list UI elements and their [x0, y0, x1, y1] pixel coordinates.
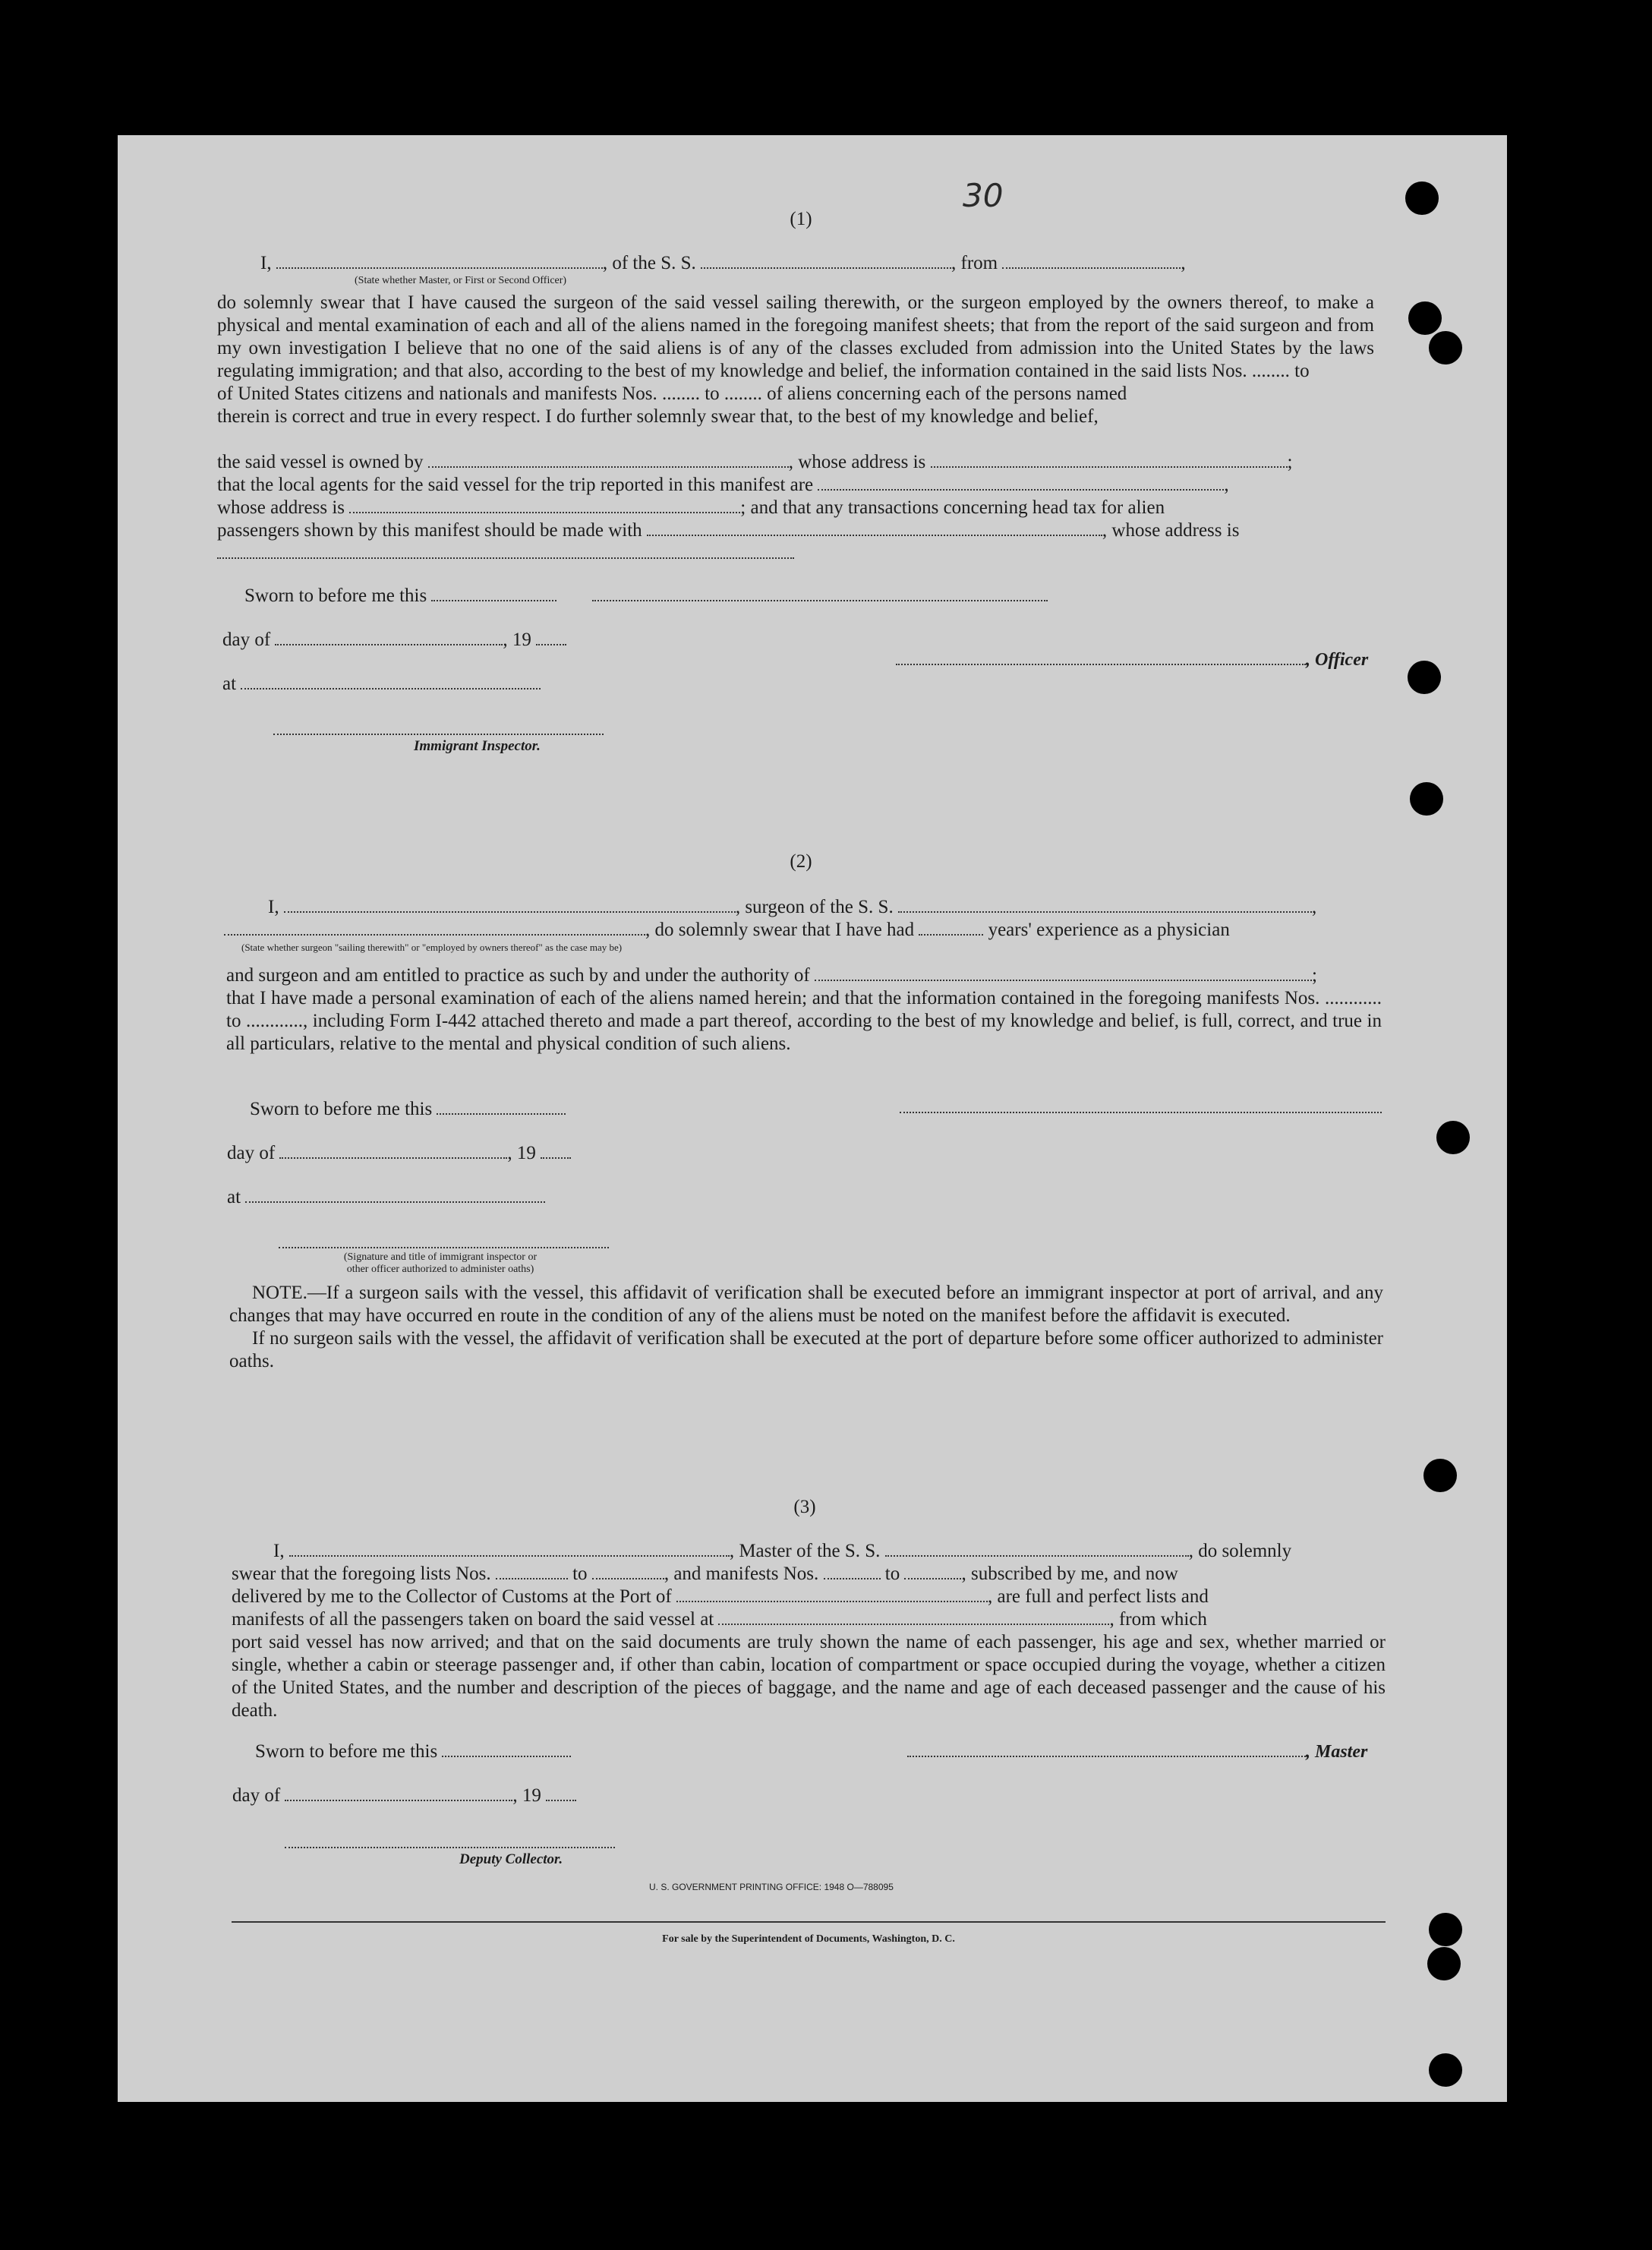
sworn-label: Sworn to before me this — [250, 1099, 433, 1119]
sec3-master-line — [907, 1740, 1367, 1762]
master-label: , Master — [1306, 1742, 1368, 1762]
year-prefix: , 19 — [512, 1785, 541, 1806]
binder-hole — [1429, 2053, 1462, 2087]
subscribed-label: , subscribed by me, and now — [961, 1564, 1178, 1584]
sec1-of-ss-label: , of the S. S. — [602, 253, 696, 273]
sec2-day-field[interactable] — [279, 1142, 507, 1159]
sec1-therein-line: therein is correct and true in every respect. I do further solemnly swear that, to the best of my knowledge and belief, — [217, 406, 1099, 427]
day-of-label: day of — [232, 1785, 281, 1806]
sec2-inspector-signature[interactable] — [279, 1247, 609, 1248]
sec1-passengers-line — [217, 519, 1239, 542]
section-1-heading: (1) — [790, 209, 812, 229]
day-of-label: day of — [227, 1143, 276, 1163]
transactions-address-field[interactable] — [217, 557, 794, 559]
collector-port-label: delivered by me to the Collector of Customs at the Port of — [232, 1586, 672, 1607]
sec2-surgeon-signature[interactable] — [900, 1112, 1382, 1113]
sec3-body-text: port said vessel has now arrived; and that on the said documents are truly shown the name of each passenger, his age and sex, whether married or single, whether a cabin or steerage passenger and, if other than cabin, location of compartment or space occupied during the voyage, whether a citizen of the United States, and the number and description of the pieces of baggage, and the name and age of each deceased passenger and the cause of his death. — [232, 1632, 1386, 1721]
binder-hole — [1429, 331, 1462, 364]
sec2-years-field[interactable] — [919, 919, 983, 936]
section-3-heading: (3) — [793, 1497, 816, 1517]
sec3-vessel-field[interactable] — [885, 1540, 1189, 1557]
sec1-body — [217, 292, 1374, 428]
printing-office-line: U. S. GOVERNMENT PRINTING OFFICE: 1948 O—788095 — [649, 1882, 894, 1892]
sec3-manifests-from-field[interactable] — [824, 1563, 881, 1579]
sec1-inspector-signature[interactable] — [273, 734, 604, 735]
agent-address-field[interactable] — [349, 497, 740, 513]
binder-hole — [1410, 782, 1443, 816]
binder-hole — [1429, 1913, 1462, 1946]
sec1-from-field[interactable] — [1002, 252, 1181, 269]
sec1-day-line — [222, 629, 566, 652]
sec1-vessel-field[interactable] — [701, 252, 951, 269]
sec1-body-text: do solemnly swear that I have caused the surgeon of the said vessel sailing therewith, or the surgeon employed by the owners thereof, to make a physical and mental examination of each and all of the aliens named in the foregoing manifest sheets; that from the report of the said surgeon and from my own investigation I believe that no one of the said aliens is of any of the classes excluded from admission into the United States by the laws regulating immigration; and that also, according to the best of my knowledge and belief, the information contained in the said lists Nos. ........ to — [217, 292, 1374, 381]
surgeon-of-ss-label: , surgeon of the S. S. — [735, 897, 894, 917]
sec3-sworn-line — [255, 1740, 571, 1763]
sec1-comma: , — [1181, 253, 1186, 273]
transactions-field[interactable] — [647, 519, 1102, 536]
sec2-year-field[interactable] — [541, 1142, 571, 1159]
sec1-i-label: I, — [260, 253, 272, 273]
sec2-sailing-field[interactable] — [224, 919, 645, 936]
at-label: at — [227, 1187, 241, 1207]
sec1-officer-caption: (State whether Master, or First or Second Officer) — [355, 275, 567, 286]
sec2-sworn-date-field[interactable] — [437, 1098, 566, 1115]
sec3-master-name-field[interactable] — [289, 1540, 730, 1557]
sec3-line1 — [273, 1540, 1291, 1563]
footer-rule — [232, 1921, 1386, 1923]
semicolon: ; — [1312, 965, 1317, 986]
comma: , — [1311, 897, 1317, 917]
agents-field[interactable] — [818, 474, 1224, 491]
transactions-address-label: , whose address is — [1102, 520, 1240, 541]
sec1-agents-line — [217, 474, 1229, 497]
authority-label: and surgeon and am entitled to practice as such by and under the authority of — [226, 965, 810, 986]
sec1-owned-line — [217, 451, 1292, 474]
agent-address-label: whose address is — [217, 497, 345, 518]
owner-address-label: , whose address is — [788, 452, 926, 472]
full-perfect-label: , are full and perfect lists and — [988, 1586, 1209, 1607]
sec2-surgeon-name-field[interactable] — [284, 896, 736, 913]
binder-hole — [1436, 1121, 1470, 1154]
lists-nos-label: swear that the foregoing lists Nos. — [232, 1564, 491, 1584]
sig-caption-line-1: (Signature and title of immigrant inspector or — [343, 1251, 538, 1263]
binder-hole — [1427, 1947, 1461, 1980]
handwritten-page-number: 30 — [963, 177, 1004, 214]
day-of-label: day of — [222, 630, 271, 650]
sec3-day-line — [232, 1785, 576, 1807]
sec1-officer-name-field[interactable] — [276, 252, 603, 269]
sec2-i-label: I, — [268, 897, 279, 917]
sec1-from-label: , from — [951, 253, 998, 273]
years-experience-label: years' experience as a physician — [988, 920, 1230, 940]
sec3-line3 — [232, 1586, 1209, 1608]
sec1-agent-address-line — [217, 497, 1165, 519]
sec1-place-field[interactable] — [241, 673, 541, 690]
master-of-ss-label: , Master of the S. S. — [729, 1541, 881, 1561]
sec2-signature-caption — [273, 1251, 607, 1276]
sec3-day-field[interactable] — [285, 1785, 512, 1801]
deputy-collector-label: Deputy Collector. — [459, 1851, 563, 1867]
comma: , — [1224, 475, 1229, 495]
sec3-sworn-date-field[interactable] — [442, 1740, 571, 1757]
head-tax-label: ; and that any transactions concerning head tax for alien — [740, 497, 1165, 518]
sec2-surgeon-caption: (State whether surgeon "sailing therewith" or "employed by owners thereof" as the case may be) — [241, 942, 623, 953]
taken-on-board-label: manifests of all the passengers taken on board the said vessel at — [232, 1609, 714, 1630]
binder-hole — [1408, 661, 1441, 694]
sec2-place-field[interactable] — [245, 1186, 545, 1203]
sec3-body — [232, 1631, 1386, 1722]
sec2-sworn-line — [250, 1098, 566, 1121]
semicolon: ; — [1287, 452, 1293, 472]
sec2-vessel-field[interactable] — [898, 896, 1312, 913]
sec1-line1 — [260, 252, 1186, 275]
sec2-at-line — [227, 1186, 545, 1209]
solemnly-swear-label: , do solemnly swear that I have had — [645, 920, 915, 940]
sec2-body-text: that I have made a personal examination of each of the aliens named herein; and that the information contained in the foregoing manifests Nos. ............ to ............, including Form I-442 attached thereto and made a part thereof, according to the best of my knowledge and belief, is full, correct, and true in all particulars, relative to the mental and physical condition of such aliens. — [226, 988, 1382, 1054]
sec1-sworn-line — [244, 585, 556, 607]
section-2-heading: (2) — [790, 851, 812, 872]
sec1-sworn-date-field[interactable] — [431, 585, 556, 601]
sec3-deputy-signature[interactable] — [285, 1847, 615, 1848]
officer-label: , Officer — [1306, 650, 1369, 670]
manifests-nos-label: , and manifests Nos. — [664, 1564, 819, 1584]
to-label: to — [572, 1564, 588, 1584]
sec2-authority-field[interactable] — [815, 964, 1312, 981]
immigrant-inspector-label: Immigrant Inspector. — [414, 738, 541, 754]
owner-field[interactable] — [428, 451, 789, 468]
note-paragraph-1: NOTE.—If a surgeon sails with the vessel, this affidavit of verification shall be executed before an immigrant inspector at port of arrival, and any changes that may have occurred en route in the condition of any of the aliens must be noted on the manifest before the affidavit is executed. — [229, 1283, 1383, 1326]
sec2-line3 — [226, 964, 1317, 987]
sec3-manifests-to-field[interactable] — [904, 1563, 961, 1579]
sec3-line4 — [232, 1608, 1207, 1631]
sec1-day-field[interactable] — [275, 629, 503, 645]
do-solemnly-label: , do solemnly — [1188, 1541, 1292, 1561]
sec3-departure-port-field[interactable] — [718, 1608, 1109, 1625]
sec1-at-line — [222, 673, 541, 696]
sig-caption-line-2: other officer authorized to administer oaths) — [346, 1264, 534, 1275]
sworn-label: Sworn to before me this — [244, 585, 427, 606]
sec1-officer-top-line[interactable] — [592, 600, 1048, 601]
sec1-citizens-line: of United States citizens and nationals and manifests Nos. ........ to ........ of aliens concerning each of the persons named — [217, 383, 1127, 404]
sec3-year-field[interactable] — [546, 1785, 576, 1801]
sec2-day-line — [227, 1142, 571, 1165]
binder-hole — [1405, 181, 1439, 215]
at-label: at — [222, 674, 237, 694]
binder-hole — [1423, 1459, 1457, 1492]
year-prefix: , 19 — [507, 1143, 536, 1163]
sec1-officer-signature[interactable] — [896, 648, 1306, 665]
transactions-label: passengers shown by this manifest should be made with — [217, 520, 642, 541]
sworn-label: Sworn to before me this — [255, 1741, 438, 1762]
sec3-lists-to-field[interactable] — [592, 1563, 664, 1579]
footer-sale-note: For sale by the Superintendent of Documents, Washington, D. C. — [662, 1933, 955, 1945]
binder-hole — [1408, 301, 1442, 335]
sec1-year-field[interactable] — [536, 629, 566, 645]
owned-by-label: the said vessel is owned by — [217, 452, 424, 472]
sec3-master-signature[interactable] — [907, 1740, 1306, 1757]
sec3-lists-from-field[interactable] — [496, 1563, 568, 1579]
agents-label: that the local agents for the said vessel for the trip reported in this manifest are — [217, 475, 814, 495]
sec1-officer-line — [896, 648, 1368, 671]
year-prefix: , 19 — [503, 630, 531, 650]
sec2-note — [229, 1282, 1383, 1373]
to-label: to — [884, 1564, 900, 1584]
form-sheet — [118, 135, 1507, 2102]
sec2-line1 — [268, 896, 1316, 919]
sec2-line2 — [224, 919, 1230, 942]
sec2-body — [226, 987, 1382, 1056]
owner-address-field[interactable] — [931, 451, 1288, 468]
sec3-i-label: I, — [273, 1541, 285, 1561]
note-paragraph-2: If no surgeon sails with the vessel, the affidavit of verification shall be executed at the port of departure before some officer authorized to administer oaths. — [229, 1328, 1383, 1371]
from-which-label: , from which — [1109, 1609, 1207, 1630]
sec3-port-field[interactable] — [676, 1586, 988, 1602]
sec3-line2 — [232, 1563, 1178, 1586]
